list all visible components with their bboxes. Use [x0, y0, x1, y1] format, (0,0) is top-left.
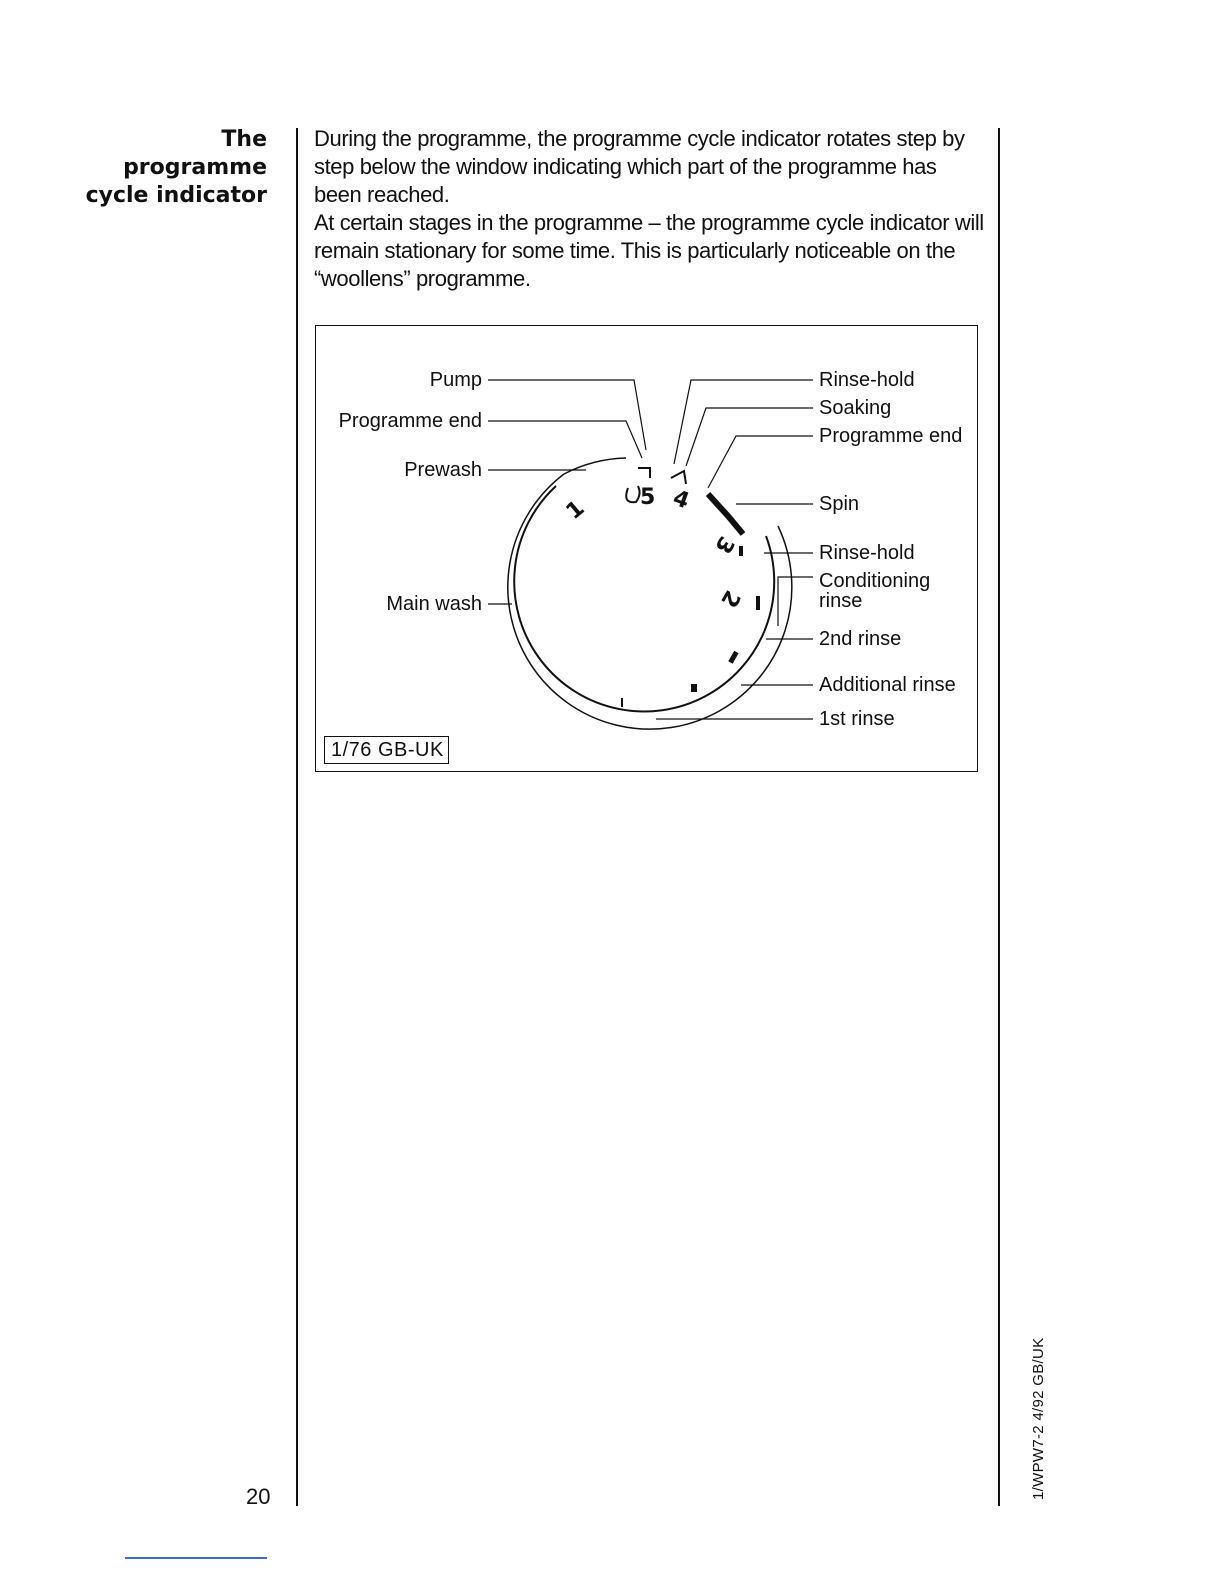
- heading-line-1: The: [221, 127, 267, 152]
- dial-digit-4: 4: [669, 485, 693, 515]
- dial-digit-5: 5: [640, 485, 656, 510]
- label-prewash: Prewash: [404, 459, 482, 481]
- label-additional-rinse: Additional rinse: [819, 674, 956, 696]
- paragraph-1: During the programme, the programme cycle indicator rotates step by step below the window indicating which part of the programme has been reached.: [314, 126, 965, 207]
- figure-code: 1/76 GB-UK: [324, 736, 449, 764]
- leader-soaking: [686, 408, 813, 466]
- label-first-rinse: 1st rinse: [819, 708, 895, 730]
- bottom-rule: [125, 1557, 267, 1559]
- label-rinse-hold-top: Rinse-hold: [819, 369, 915, 391]
- label-second-rinse: 2nd rinse: [819, 628, 902, 650]
- label-conditioning: Conditioning: [819, 570, 931, 592]
- left-column-rule: [296, 128, 298, 1506]
- spin-segment: [708, 494, 743, 534]
- tick-conditioning: [756, 596, 760, 610]
- marker-pump: [638, 468, 650, 478]
- tick-additional: [728, 651, 738, 664]
- right-column-rule: [998, 128, 1000, 1506]
- section-heading: [86, 126, 267, 210]
- tick-rinse-hold: [739, 546, 743, 556]
- leader-programme-end-right: [708, 436, 813, 488]
- paragraph-2: At certain stages in the programme – the programme cycle indicator will remain stationary for some time. This is particularly noticeable on the “woollens” programme.: [314, 210, 984, 291]
- dial-outer-ring-top: [564, 458, 626, 474]
- prewash-symbol: [626, 486, 639, 502]
- label-spin: Spin: [819, 493, 860, 515]
- label-programme-end-left: Programme end: [338, 410, 482, 432]
- label-rinse-hold: Rinse-hold: [819, 542, 915, 564]
- label-main-wash: Main wash: [386, 593, 482, 615]
- heading-line-3: cycle indicator: [85, 183, 267, 208]
- marker-rinse-hold: [671, 471, 686, 484]
- document-code: 1/WPW7-2 4/92 GB/UK: [1030, 1337, 1047, 1500]
- cycle-indicator-figure: [315, 325, 978, 772]
- leader-programme-end-left: [488, 421, 642, 458]
- label-programme-end-right: Programme end: [819, 425, 963, 447]
- leader-conditioning: [778, 577, 813, 626]
- heading-line-2: programme: [123, 155, 267, 180]
- label-soaking: Soaking: [819, 397, 892, 419]
- dial-digit-1: 1: [561, 495, 590, 525]
- dial-digit-2: 2: [715, 585, 745, 612]
- label-conditioning-rinse: rinse: [819, 590, 863, 612]
- leader-pump: [488, 380, 646, 450]
- page-number: 20: [246, 1484, 271, 1509]
- leader-rinse-hold-top: [674, 380, 813, 464]
- dial-digit-3: 3: [709, 531, 739, 558]
- tick-first-rinse: [691, 684, 697, 692]
- dial-outer-ring: [508, 474, 792, 729]
- body-text: [314, 125, 986, 293]
- label-pump: Pump: [429, 369, 482, 391]
- dial-diagram: [316, 326, 979, 773]
